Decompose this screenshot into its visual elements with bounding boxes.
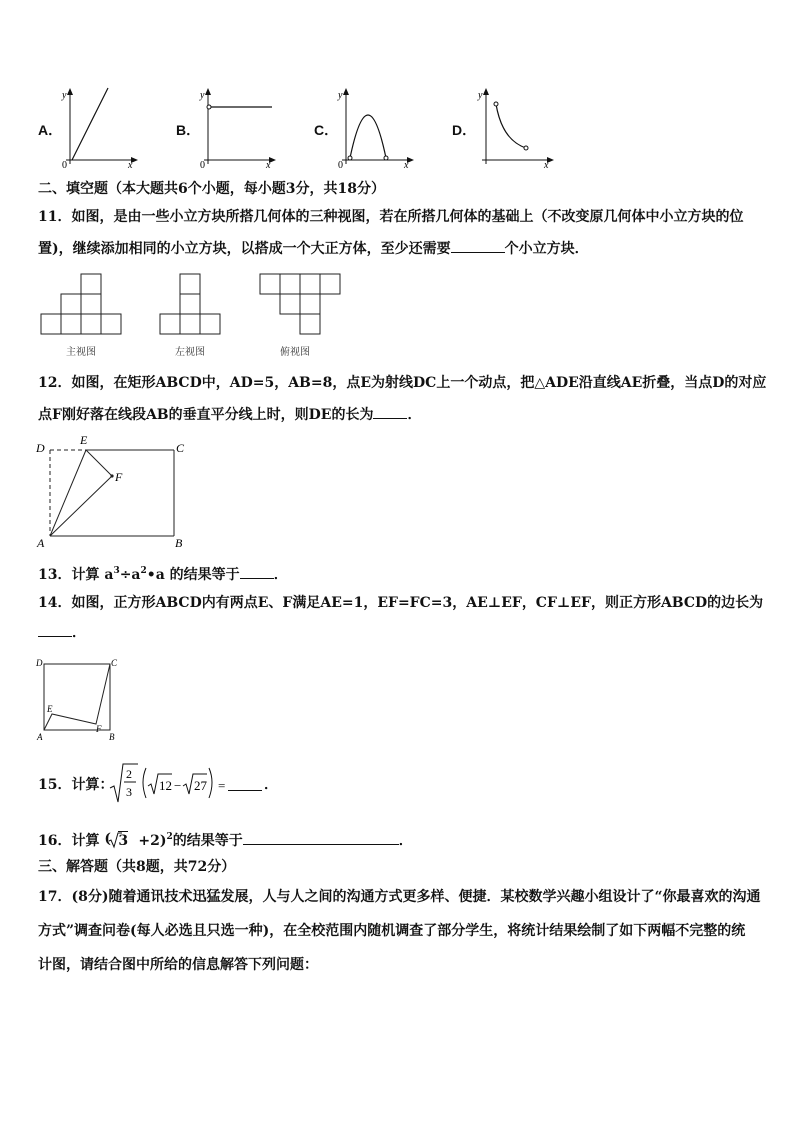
q11-top-caption: 俯视图: [280, 347, 310, 358]
q17-line2: 方式”调查问卷(每人必选且只选一种)，在全校范围内随机调查了部分学生，将统计结果绘制了如下两幅不完整的统: [38, 923, 746, 939]
q15-inner2: 27: [194, 778, 207, 793]
q11-front-view: [41, 274, 121, 334]
q11-line2a: 置)，继续添加相同的小立方块，以搭成一个大正方体，至少还需要: [38, 241, 451, 257]
q11-left-view: [160, 274, 220, 334]
q17-line1: 17．(8分)随着通讯技术迅猛发展，人与人之间的沟通方式更多样、便捷．某校数学兴趣小组设计了“你最喜欢的沟通: [38, 889, 761, 905]
q13-mid1: ÷a: [119, 567, 141, 583]
q11-line1: 11．如图，是由一些小立方块所搭几何体的三种视图，若在所搭几何体的基础上（不改变原几何体中小立方块的位: [38, 209, 744, 225]
q11-three-views: [38, 272, 348, 338]
q14-square-figure: [34, 654, 130, 744]
q12-line2: [38, 404, 421, 424]
section2-heading: 二、填空题（本大题共6个小题，每小题3分，共18分）: [38, 181, 385, 197]
q13-post: ．: [273, 567, 288, 583]
q16-plus2: +2): [138, 833, 167, 849]
q14-label-b: B: [109, 732, 115, 742]
q11-top-view: [260, 274, 340, 334]
axis-x-label: x: [266, 160, 271, 168]
q11-line2b: 个小立方块．: [504, 241, 589, 257]
q14-label-c: C: [111, 658, 118, 668]
q12-line1: 12．如图，在矩形ABCD中，AD=5，AB=8，点E为射线DC上一个动点，把△ADE沿直线AE折叠，当点D的对应: [38, 375, 767, 391]
option-d-label: D．: [452, 122, 477, 138]
axis-y-label: y: [338, 90, 343, 101]
q14-label-f: F: [96, 724, 102, 734]
q15-pre: 15．计算：: [38, 777, 114, 793]
section3-heading: 三、解答题（共8题，共72分）: [38, 859, 236, 875]
q16-radicand: 3: [118, 833, 129, 849]
q11-front-caption: 主视图: [66, 347, 96, 358]
q16-exp: 2: [166, 832, 173, 842]
option-c-graph: [336, 86, 416, 168]
q12-answer-blank[interactable]: [373, 404, 407, 419]
axis-x-label: x: [544, 160, 549, 168]
q14-label-d: D: [36, 658, 43, 668]
q15-expression: [108, 760, 228, 808]
axis-y-label: y: [62, 90, 67, 101]
q17-line3: 计图，请结合图中所给的信息解答下列问题：: [38, 957, 318, 973]
q12-line2a: 点F刚好落在线段AB的垂直平分线上时，则DE的长为: [38, 407, 374, 423]
q14-line1: 14．如图，正方形ABCD内有两点E、F满足AE=1，EF=FC=3，AE⊥EF，CF⊥EF，则正方形ABCD的边长为: [38, 595, 764, 611]
q14-line2: [38, 622, 86, 642]
q15-equals: =: [218, 778, 226, 793]
axis-y-label: y: [478, 90, 483, 101]
q16-pre: 16．计算: [38, 833, 100, 849]
q13-pre: 13．计算 a: [38, 567, 114, 583]
q12-label-a: A: [37, 536, 45, 550]
q16-open-paren: (: [104, 831, 111, 847]
q13-answer-blank[interactable]: [240, 564, 274, 579]
option-a-label: A．: [38, 122, 63, 138]
q16-sqrt: [104, 831, 138, 847]
q12-label-f: F: [115, 470, 123, 484]
q11-line2: [38, 238, 589, 258]
q15-answer-blank[interactable]: [228, 776, 262, 791]
option-d-graph: [476, 86, 556, 168]
origin-label: 0: [200, 160, 205, 168]
q15-minus: −: [174, 778, 182, 793]
q14-line2b: ．: [72, 625, 86, 641]
axis-x-label: x: [128, 160, 133, 168]
option-b-label: B．: [176, 122, 201, 138]
q12-line2b: ．: [407, 407, 422, 423]
q12-label-c: C: [176, 441, 185, 455]
q13-mid2: •a 的结果等于: [146, 567, 240, 583]
axis-x-label: x: [404, 160, 409, 168]
q13-line: [38, 562, 288, 584]
q13-exp1: 3: [113, 566, 120, 576]
q12-label-d: D: [36, 441, 45, 455]
q11-left-caption: 左视图: [175, 347, 205, 358]
q15-denominator: 3: [126, 785, 132, 799]
origin-label: 0: [338, 160, 343, 168]
q15-inner1: 12: [159, 778, 172, 793]
q11-answer-blank[interactable]: [451, 238, 505, 253]
q13-exp2: 2: [140, 566, 147, 576]
q14-answer-blank[interactable]: [38, 622, 72, 637]
q15-post: ．: [264, 777, 278, 793]
option-b-graph: [198, 86, 278, 168]
axis-y-label: y: [200, 90, 205, 101]
q14-label-a: A: [37, 732, 43, 742]
option-a-graph: [60, 86, 140, 168]
q15-numerator: 2: [126, 767, 132, 781]
origin-label: 0: [62, 160, 67, 168]
q16-answer-blank[interactable]: [243, 830, 399, 845]
q16-post1: 的结果等于: [172, 833, 243, 849]
q12-rectangle-figure: [34, 432, 194, 550]
q12-label-e: E: [80, 433, 88, 447]
q14-label-e: E: [47, 704, 53, 714]
q16-line: [38, 828, 413, 850]
option-c-label: C．: [314, 122, 339, 138]
q16-post2: ．: [398, 833, 413, 849]
q12-label-b: B: [175, 536, 183, 550]
